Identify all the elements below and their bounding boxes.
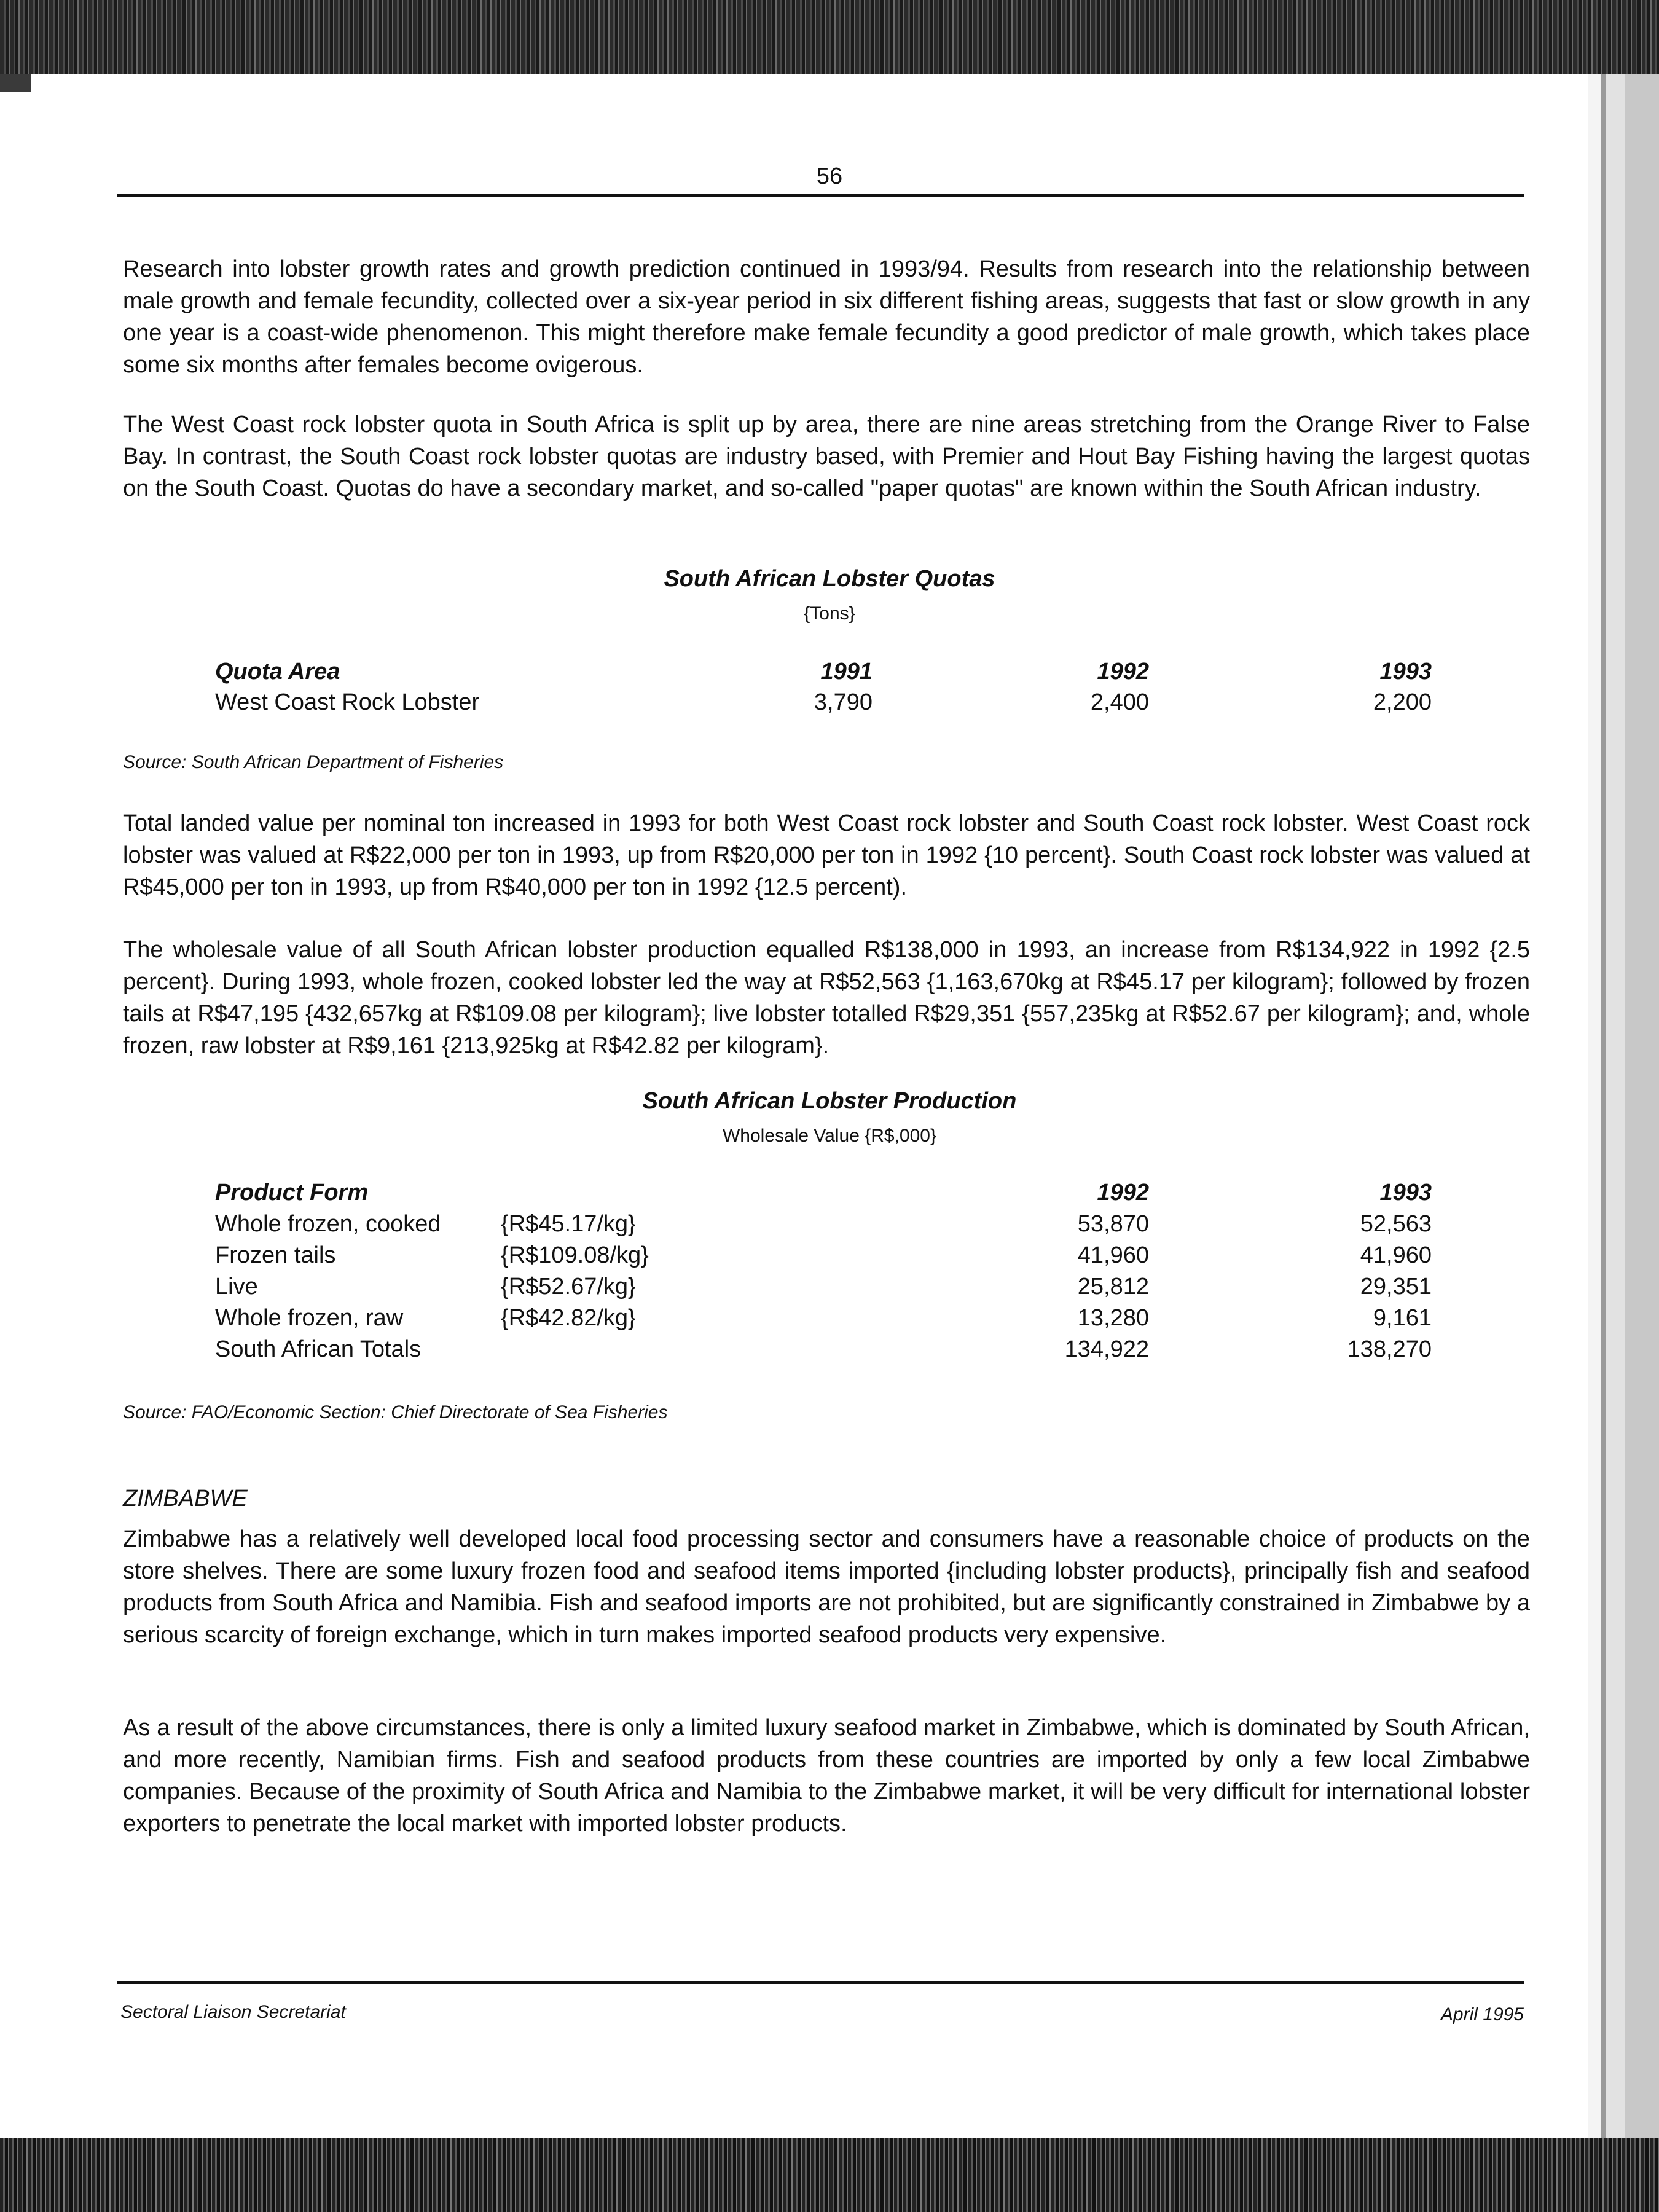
footer-organization: Sectoral Liaison Secretariat bbox=[120, 2002, 346, 2022]
production-row-price: {R$42.82/kg} bbox=[501, 1305, 636, 1331]
production-row-1992: 53,870 bbox=[1077, 1211, 1149, 1237]
production-total-1993: 138,270 bbox=[1347, 1336, 1432, 1362]
paragraph-wholesale-value: The wholesale value of all South African lobster production equalled R$138,000 in 1993, an increase from R$134,922 in 1992 {2.5 percent}. During 1993, whole frozen, cooked lobster led the way at R$52,563 {1,163,670kg at R$45.17 per kilogram}; followed by frozen tails at R$47,195 {432,657kg at R$109.08 per kilogram}; live lobster totalled R$29,351 {557,235kg at R$52.67 per kilogram}; and, whole frozen, raw lobster at R$9,161 {213,925kg at R$42.82 per kilogram}. bbox=[123, 937, 1530, 1059]
footer-rule bbox=[117, 1981, 1524, 1984]
production-row-1992: 13,280 bbox=[1077, 1305, 1149, 1331]
production-row-1993: 29,351 bbox=[1360, 1274, 1432, 1300]
quota-table-unit: {Tons} bbox=[804, 603, 855, 624]
quota-table-title: South African Lobster Quotas bbox=[664, 566, 995, 592]
production-row-1993: 52,563 bbox=[1360, 1211, 1432, 1237]
production-total-1992: 134,922 bbox=[1064, 1336, 1149, 1362]
quota-row-1993: 2,200 bbox=[1373, 689, 1432, 715]
header-rule bbox=[117, 194, 1524, 197]
production-row-form: Live bbox=[215, 1274, 258, 1300]
production-row-form: Whole frozen, cooked bbox=[215, 1211, 441, 1237]
quota-table-source: Source: South African Department of Fisheries bbox=[123, 752, 504, 772]
quota-header-1993: 1993 bbox=[1379, 659, 1432, 684]
footer-date: April 1995 bbox=[1440, 2004, 1524, 2025]
paragraph-zimbabwe-market: Zimbabwe has a relatively well developed local food processing sector and consumers have a reasonable choice of products on the store shelves. There are some luxury frozen food and seafood items imported {including lobster products}, principally fish and seafood products from South Africa and Namibia. Fish and seafood imports are not prohibited, but are significantly constrained in Zimbabwe by a serious scarcity of foreign exchange, which in turn makes imported seafood products very expensive. bbox=[123, 1526, 1530, 1648]
production-header-1992: 1992 bbox=[1097, 1180, 1149, 1206]
production-row-1992: 25,812 bbox=[1077, 1274, 1149, 1300]
scan-border-top bbox=[0, 0, 1659, 74]
production-total-label: South African Totals bbox=[215, 1336, 422, 1362]
quota-header-1991: 1991 bbox=[820, 659, 873, 684]
paragraph-lobster-growth: Research into lobster growth rates and growth prediction continued in 1993/94. Results from research into the relationship between male growth and female fecundity, collected over a six-year period in six different fishing areas, suggests that fast or slow growth in any one year is a coast-wide phenomenon. This might therefore make female fecundity a good predictor of male growth, which takes place some six months after females become ovigerous. bbox=[123, 256, 1530, 378]
page-number: 56 bbox=[816, 163, 843, 189]
production-table-unit: Wholesale Value {R$,000} bbox=[722, 1126, 937, 1146]
paragraph-landed-value: Total landed value per nominal ton increased in 1993 for both West Coast rock lobster and South Coast rock lobster. West Coast rock lobster was valued at R$22,000 per ton in 1993, up from R$20,000 per ton in 1992 {10 percent}. South Coast rock lobster was valued at R$45,000 per ton in 1993, up from R$40,000 per ton in 1992 {12.5 percent). bbox=[123, 810, 1530, 900]
production-row-1993: 9,161 bbox=[1373, 1305, 1432, 1331]
production-header-1993: 1993 bbox=[1379, 1180, 1432, 1206]
quota-row-1991: 3,790 bbox=[814, 689, 873, 715]
production-row-price: {R$45.17/kg} bbox=[501, 1211, 636, 1237]
production-row-form: Whole frozen, raw bbox=[215, 1305, 404, 1331]
section-heading-zimbabwe: ZIMBABWE bbox=[123, 1486, 248, 1512]
paragraph-quota-areas: The West Coast rock lobster quota in South Africa is split up by area, there are nine areas stretching from the Orange River to False Bay. In contrast, the South Coast rock lobster quotas are industry based, with Premier and Hout Bay Fishing having the largest quotas on the South Coast. Quotas do have a secondary market, and so-called "paper quotas" are known within the South African industry. bbox=[123, 412, 1530, 501]
scan-border-corner bbox=[0, 74, 31, 92]
quota-header-1992: 1992 bbox=[1097, 659, 1149, 684]
scan-border-bottom bbox=[0, 2138, 1659, 2212]
paragraph-zimbabwe-conclusion: As a result of the above circumstances, there is only a limited luxury seafood market in Zimbabwe, which is dominated by South African, and more recently, Namibian firms. Fish and seafood products from these countries are imported by only a few local Zimbabwe companies. Because of the proximity of South Africa and Namibia to the Zimbabwe market, it will be very difficult for international lobster exporters to penetrate the local market with imported lobster products. bbox=[123, 1715, 1530, 1837]
quota-row-area: West Coast Rock Lobster bbox=[215, 689, 480, 715]
production-header-form: Product Form bbox=[215, 1180, 369, 1206]
production-table-title: South African Lobster Production bbox=[642, 1088, 1017, 1114]
production-row-1992: 41,960 bbox=[1077, 1242, 1149, 1268]
quota-header-area: Quota Area bbox=[215, 659, 340, 684]
production-row-form: Frozen tails bbox=[215, 1242, 336, 1268]
quota-row-1992: 2,400 bbox=[1090, 689, 1149, 715]
production-row-price: {R$109.08/kg} bbox=[501, 1242, 649, 1268]
production-row-1993: 41,960 bbox=[1360, 1242, 1432, 1268]
production-table-source: Source: FAO/Economic Section: Chief Directorate of Sea Fisheries bbox=[123, 1402, 668, 1422]
production-row-price: {R$52.67/kg} bbox=[501, 1274, 636, 1300]
